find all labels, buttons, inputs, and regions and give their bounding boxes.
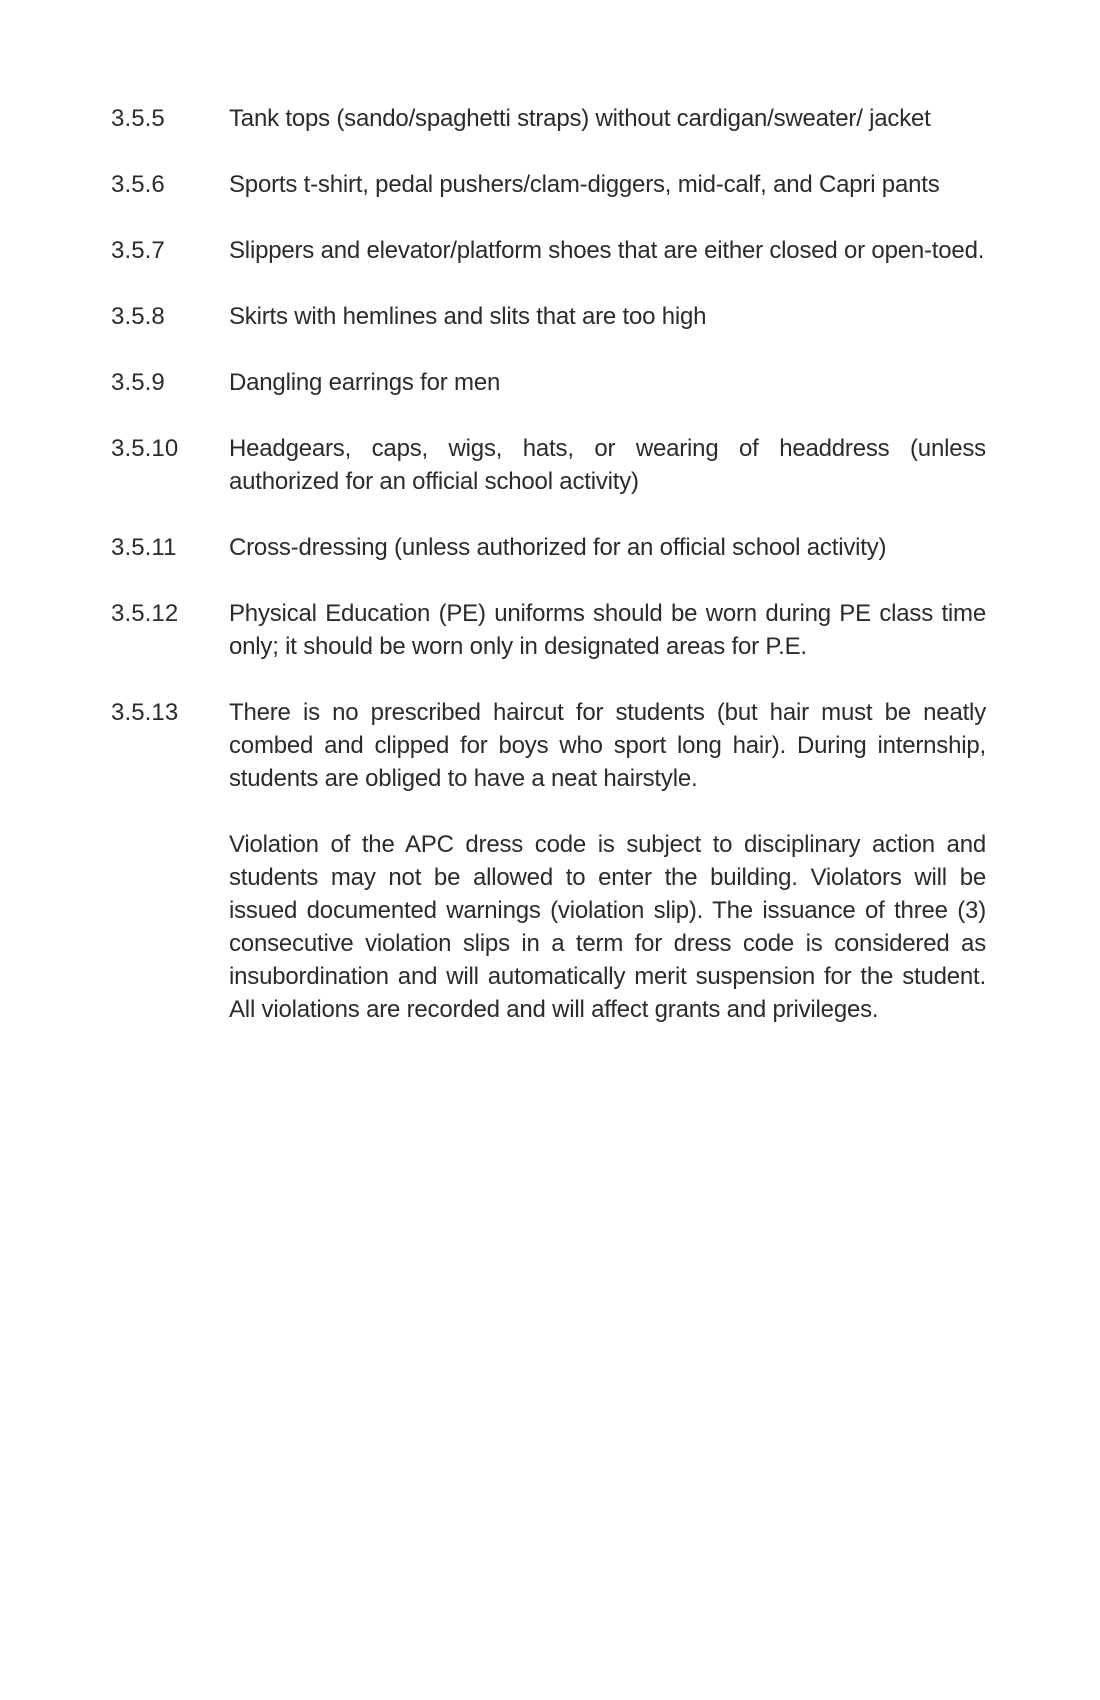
item-number: 3.5.5 xyxy=(111,105,165,132)
list-item-3-5-8 xyxy=(111,300,986,333)
list-item-3-5-10 xyxy=(111,432,986,498)
item-number: 3.5.13 xyxy=(111,699,179,726)
item-number: 3.5.7 xyxy=(111,237,165,264)
list-item-3-5-5 xyxy=(111,102,986,135)
item-text: Sports t-shirt, pedal pushers/clam-diggers, mid-calf, and Capri pants xyxy=(229,171,940,198)
item-text: Dangling earrings for men xyxy=(229,369,501,396)
list-item-3-5-11 xyxy=(111,531,986,564)
item-number: 3.5.9 xyxy=(111,369,165,396)
dress-code-list xyxy=(111,102,986,1026)
item-text: There is no prescribed haircut for students (but hair must be neatly combed and clipped for boys who sport long hair). During internship, students are obliged to have a neat hairstyle. xyxy=(229,699,986,792)
list-item-3-5-7 xyxy=(111,234,986,267)
item-text: Headgears, caps, wigs, hats, or wearing of headdress (unless authorized for an official school activity) xyxy=(229,435,986,495)
list-item-3-5-12 xyxy=(111,597,986,663)
item-number: 3.5.10 xyxy=(111,435,179,462)
item-text: Skirts with hemlines and slits that are too high xyxy=(229,303,707,330)
item-number: 3.5.6 xyxy=(111,171,165,198)
item-number: 3.5.12 xyxy=(111,600,179,627)
item-text: Cross-dressing (unless authorized for an official school activity) xyxy=(229,534,887,561)
list-item-3-5-13 xyxy=(111,696,986,795)
item-text: Tank tops (sando/spaghetti straps) without cardigan/sweater/ jacket xyxy=(229,105,931,132)
item-text: Slippers and elevator/platform shoes that are either closed or open-toed. xyxy=(229,237,985,264)
violation-note-paragraph: Violation of the APC dress code is subject to disciplinary action and students may not be allowed to enter the building. Violators will be issued documented warnings (violation slip). The issuance of three (3) consecutive violation slips in a term for dress code is considered as insubordination and will automatically merit suspension for the student. All violations are recorded and will affect grants and privileges. xyxy=(229,831,986,1023)
item-text: Physical Education (PE) uniforms should be worn during PE class time only; it should be worn only in designated areas for P.E. xyxy=(229,600,986,660)
list-item-3-5-6 xyxy=(111,168,986,201)
item-number: 3.5.8 xyxy=(111,303,165,330)
item-number: 3.5.11 xyxy=(111,534,177,561)
list-item-3-5-9 xyxy=(111,366,986,399)
